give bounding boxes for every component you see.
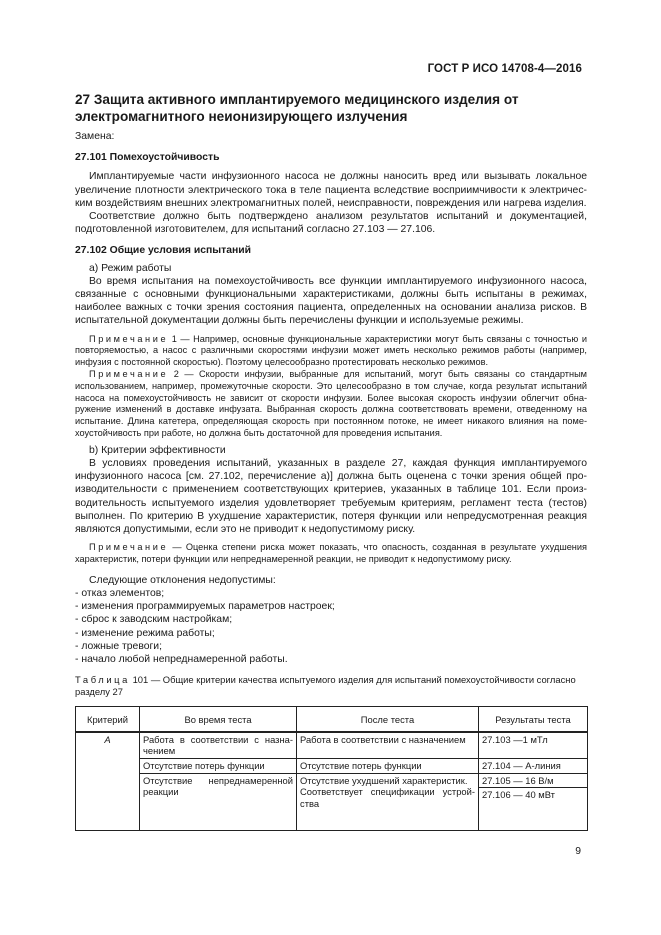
note-text: — Оценка степени риска может показать, что опасность, созданная в результате ухудшения характеристик, потери функции или непреднамеренной реакции, не приводит к недопустимому риску. [75, 542, 587, 565]
list-item: - ложные тревоги; [75, 640, 162, 652]
table-row [76, 732, 588, 759]
table-cell: Отсутствие потерь функции [297, 759, 479, 774]
note [75, 542, 587, 566]
cell-line: Отсутствие ухудшений характеристик. [300, 774, 468, 786]
table-caption [75, 674, 587, 698]
cell-line: Соответствует спецификации устройства [300, 786, 475, 809]
note [75, 334, 587, 369]
column-header: Критерий [76, 707, 140, 732]
list-item: - изменения программируемых параметров настроек; [75, 601, 335, 613]
page-number: 9 [575, 846, 581, 857]
note-label: Примечание [89, 542, 169, 553]
note-text: 2 — Скорости инфузии, выбранные для испытаний, могут быть связаны со стандартным использованием, например, промежуточные скорости. Это целесообразно в том случае, когда результат испытаний насоса на помехоустойчивость не зависит от скорости инфузии. Более высокая скорость инфузии облегчит обнаружение изменений в доставке инфузата. Выбранная скорость должна соответствовать времени, отведенному на испытание. Длина катетера, определяющая скорость при постоянном потоке, не имеет никакого влияния на помехоустойчивость при работе, но должна быть достаточной для проведения испытания. [75, 369, 587, 439]
page-content [75, 130, 587, 831]
table-caption-text: 101 — Общие критерии качества испытуемого изделия для испытаний помехоустойчивости согласно разделу 27 [75, 674, 576, 698]
table-cell [297, 773, 479, 831]
subsection-heading-101: 27.101 Помехоустойчивость [75, 152, 220, 164]
note [75, 369, 587, 440]
table-cell: 27.106 — 40 мВт [479, 788, 588, 831]
table-cell: Работа в соответствии с назначением [140, 732, 297, 759]
table-cell: Работа в соответствии с назначением [297, 732, 479, 759]
table-cell: 27.105 — 16 В/м [479, 773, 588, 788]
table-row [76, 773, 588, 788]
list-item: - начало любой непреднамеренной работы. [75, 654, 288, 666]
standard-code: ГОСТ Р ИСО 14708-4—2016 [427, 63, 582, 75]
table-header-row [76, 707, 588, 732]
list-label-a: а) Режим работы [89, 262, 172, 274]
note-text: 1 — Например, основные функциональные характеристики могут быть связаны с точностью и повторяемостью, а насос с различными скоростями инфузии может иметь несколько режимов работы (например, инфузия с постоянной скоростью). Поэтому целесообразно протестировать несколько режимов. [75, 333, 587, 368]
paragraph: В условиях проведения испытаний, указанных в разделе 27, каждая функция имплантируемого инфузионного насоса [см. 27.102, перечисление а)] должна быть оценена с точки зрения общей производительности с применением соответствующих критериев, указанных в таблице 101. Если производительность испытуемого изделия удовлетворяет требуемым критериям, регламент теста (тестов) выполнен. По критерию В ухудшение характеристик, потеря функции или непредусмотренная реакция являются допустимыми, если это не приводит к недопустимому риску. [75, 458, 587, 536]
table-row [76, 759, 588, 774]
table-caption-label: Таблица [75, 674, 130, 686]
paragraph: Имплантируемые части инфузионного насоса не должны наносить вред или вызывать локальное увеличение плотности электрического тока в теле пациента вследствие восприимчивости к электрическим воздействиям внешних электромагнитных полей, неисправности, повреждения или нагрева изделия. [75, 171, 587, 209]
section-title: 27 Защита активного имплантируемого медицинского изделия от электромагнитного неионизирующего излучения [75, 92, 519, 124]
list-label-b: b) Критерии эффективности [89, 444, 226, 456]
list-item: - отказ элементов; [75, 588, 165, 600]
replacement-label: Замена: [75, 131, 115, 142]
paragraph: Соответствие должно быть подтверждено анализом результатов испытаний и документацией, подготовленной изготовителем, для испытаний согласно 27.103 — 27.106. [75, 211, 587, 236]
deviations-list [75, 587, 587, 666]
note-label: Примечание [89, 333, 169, 344]
table-cell: 27.103 —1 мТл [479, 732, 588, 759]
criteria-table [75, 706, 588, 831]
column-header: После теста [297, 707, 479, 732]
subsection-heading-102: 27.102 Общие условия испытаний [75, 245, 252, 257]
criterion-cell: A [76, 732, 140, 831]
table-cell: 27.104 — А-линия [479, 759, 588, 774]
table-cell: Отсутствие непреднамеренной реакции [140, 773, 297, 831]
note-label: Примечание [89, 369, 169, 380]
paragraph: Во время испытания на помехоустойчивость все функции имплантируемого инфузионного насоса, связанные с основными функциональными характеристиками, должны быть испытаны в режимах, наиболее важных с точки зрения состояния пациента, определенных на основании анализа рисков. В испытательной документации должны быть перечислены функции и используемые режимы. [75, 275, 587, 327]
deviations-intro: Следующие отклонения недопустимы: [89, 574, 276, 586]
list-item: - сброс к заводским настройкам; [75, 614, 233, 626]
column-header: Во время теста [140, 707, 297, 732]
list-item: - изменение режима работы; [75, 627, 215, 639]
table-cell: Отсутствие потерь функции [140, 759, 297, 774]
column-header: Результаты теста [479, 707, 588, 732]
